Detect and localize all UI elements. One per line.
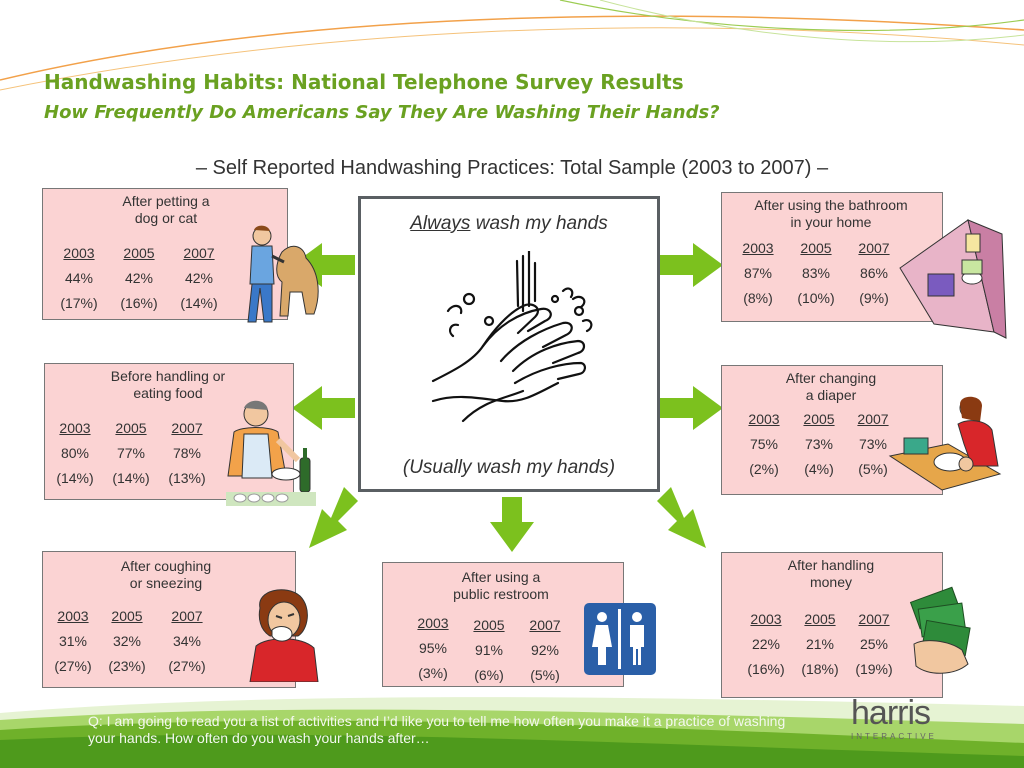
always-value: 91% — [474, 642, 504, 658]
year-2003: 2003 — [63, 245, 95, 261]
usually-value: (14%) — [56, 470, 94, 486]
survey-question: Q: I am going to read you a list of activities and I’d like you to tell me how often you make it a practice of washing your hands. How often do you wash your hands after… — [88, 713, 786, 746]
year-2003: 2003 — [748, 411, 780, 427]
usually-value: (2%) — [749, 461, 779, 477]
always-value: 87% — [743, 265, 773, 281]
usually-value: (18%) — [801, 661, 839, 677]
usually-value: (27%) — [168, 658, 206, 674]
usually-value: (13%) — [168, 470, 206, 486]
always-emphasis: Always — [410, 213, 471, 234]
arrow-down-center — [490, 497, 534, 552]
always-value: 42% — [184, 270, 214, 286]
always-value: 32% — [112, 633, 142, 649]
year-2005: 2005 — [804, 611, 836, 627]
always-value: 75% — [749, 436, 779, 452]
year-2005: 2005 — [123, 245, 155, 261]
cook-icon — [222, 396, 320, 512]
year-2007: 2007 — [858, 240, 890, 256]
year-2007: 2007 — [171, 420, 203, 436]
always-value: 92% — [530, 642, 560, 658]
usually-value: (17%) — [60, 295, 98, 311]
always-value: 42% — [124, 270, 154, 286]
money-hand-icon — [904, 584, 980, 678]
year-2007: 2007 — [858, 611, 890, 627]
year-2005: 2005 — [115, 420, 147, 436]
card-label: After petting a dog or cat — [122, 193, 210, 226]
usually-value: (5%) — [858, 461, 888, 477]
always-value: 22% — [751, 636, 781, 652]
arrow-right-upper — [660, 243, 723, 287]
year-2007: 2007 — [171, 608, 203, 624]
always-value: 83% — [801, 265, 831, 281]
restroom-sign-icon — [584, 603, 656, 675]
usually-value: (16%) — [747, 661, 785, 677]
card-label: After handling money — [787, 557, 875, 590]
card-label: After changing a diaper — [785, 370, 877, 403]
year-2003: 2003 — [57, 608, 89, 624]
usually-value: (8%) — [743, 290, 773, 306]
always-value: 95% — [418, 640, 448, 656]
diaper-change-icon — [888, 394, 1008, 500]
year-2005: 2005 — [800, 240, 832, 256]
always-value: 44% — [64, 270, 94, 286]
usually-value: (9%) — [859, 290, 889, 306]
usually-label: (Usually wash my hands) — [402, 457, 616, 478]
always-rest: wash my hands — [470, 213, 608, 234]
section-heading: – Self Reported Handwashing Practices: Total Sample (2003 to 2007) – — [195, 157, 829, 179]
always-value: 80% — [60, 445, 90, 461]
page-title: Handwashing Habits: National Telephone Survey Results — [44, 70, 684, 94]
home-bathroom-icon — [898, 212, 1008, 346]
page-subtitle: How Frequently Do Americans Say They Are Washing Their Hands? — [44, 102, 720, 123]
always-value: 21% — [805, 636, 835, 652]
arrow-right-middle — [660, 386, 723, 430]
card-label: Before handling or eating food — [110, 368, 226, 401]
year-2007: 2007 — [183, 245, 215, 261]
year-2005: 2005 — [803, 411, 835, 427]
usually-value: (19%) — [855, 661, 893, 677]
usually-value: (3%) — [418, 665, 448, 681]
card-label: After coughing or sneezing — [120, 558, 212, 591]
dog-petting-icon — [242, 222, 326, 332]
usually-value: (4%) — [804, 461, 834, 477]
harris-logo-subtitle: INTERACTIVE — [851, 732, 937, 741]
year-2007: 2007 — [857, 411, 889, 427]
arrow-down-right — [657, 487, 706, 548]
usually-value: (27%) — [54, 658, 92, 674]
always-value: 73% — [858, 436, 888, 452]
harris-logo: harris — [851, 694, 931, 732]
usually-value: (14%) — [180, 295, 218, 311]
always-value: 34% — [172, 633, 202, 649]
always-value: 25% — [859, 636, 889, 652]
year-2003: 2003 — [417, 615, 449, 631]
usually-value: (14%) — [112, 470, 150, 486]
card-label: After using the bathroom in your home — [754, 197, 908, 230]
usually-value: (10%) — [797, 290, 835, 306]
always-value: 86% — [859, 265, 889, 281]
card-label: After using a public restroom — [453, 569, 549, 602]
year-2005: 2005 — [111, 608, 143, 624]
usually-value: (5%) — [530, 667, 560, 683]
always-value: 78% — [172, 445, 202, 461]
always-value: 73% — [804, 436, 834, 452]
year-2007: 2007 — [529, 617, 561, 633]
always-value: 77% — [116, 445, 146, 461]
year-2005: 2005 — [473, 617, 505, 633]
sneezing-person-icon — [246, 586, 322, 682]
year-2003: 2003 — [59, 420, 91, 436]
year-2003: 2003 — [750, 611, 782, 627]
year-2003: 2003 — [742, 240, 774, 256]
usually-value: (23%) — [108, 658, 146, 674]
always-value: 31% — [58, 633, 88, 649]
usually-value: (16%) — [120, 295, 158, 311]
usually-value: (6%) — [474, 667, 504, 683]
